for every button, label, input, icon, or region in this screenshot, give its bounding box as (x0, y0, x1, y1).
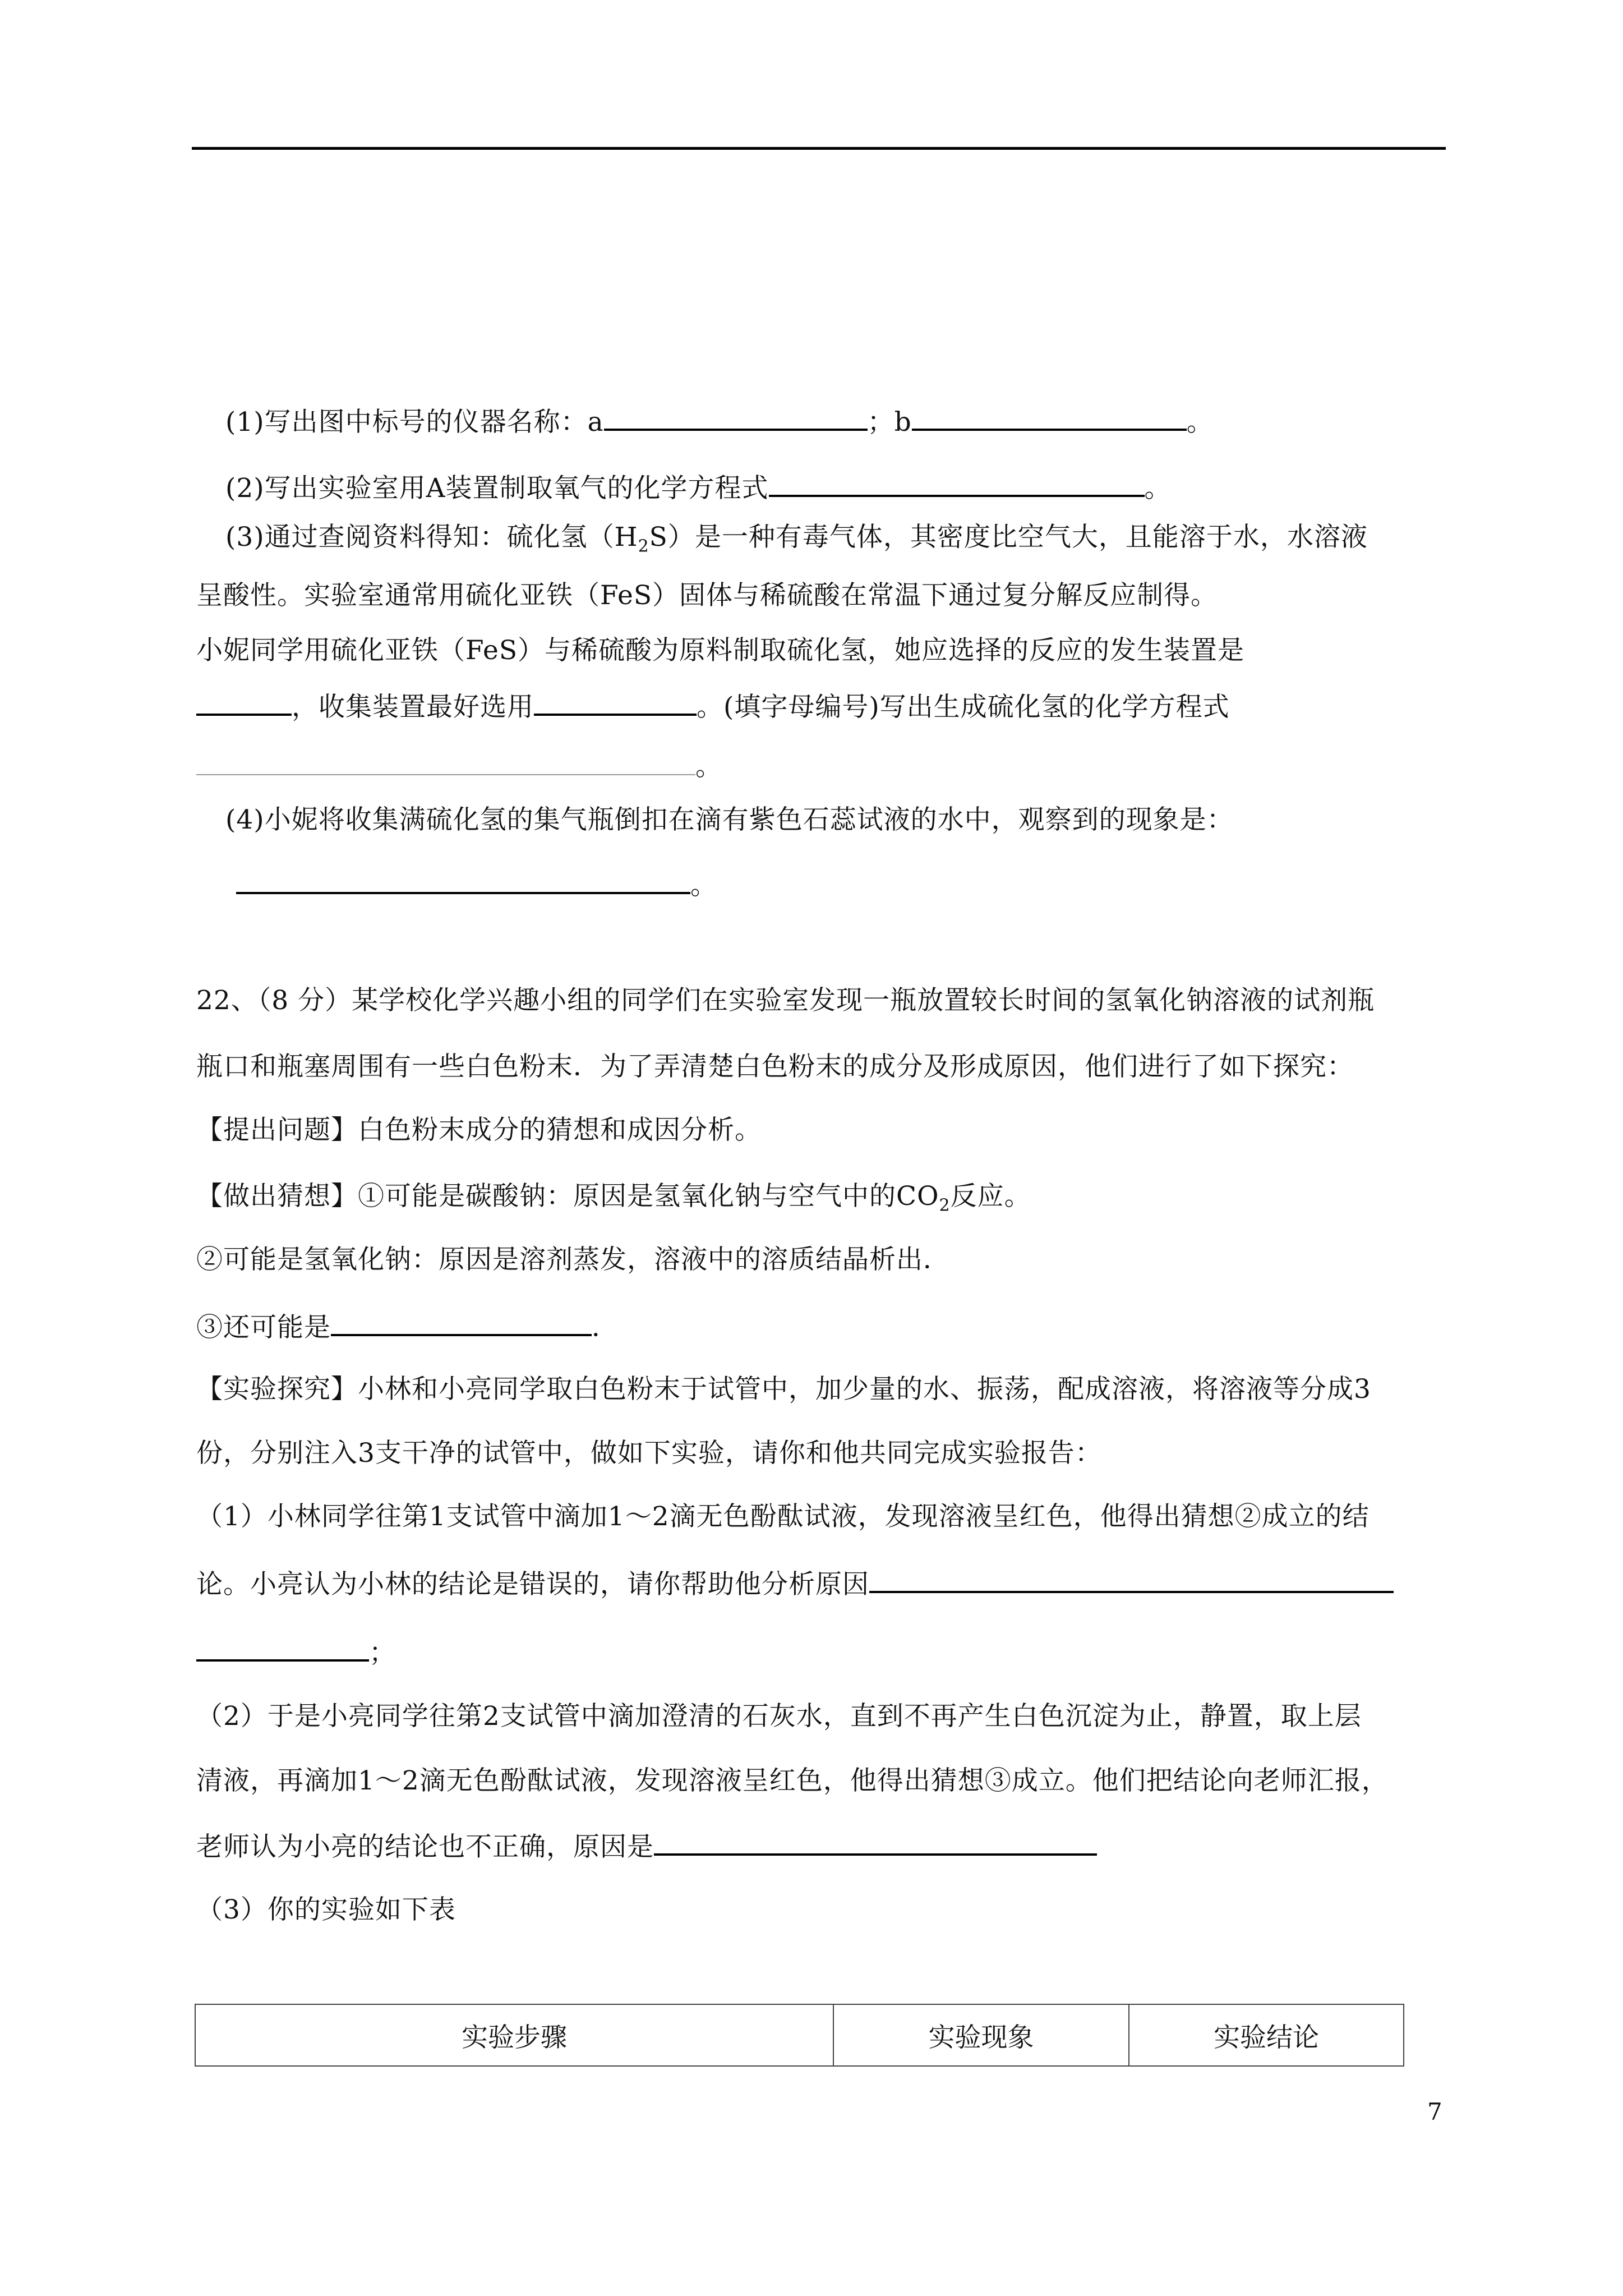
q22-guess1 (196, 1180, 1031, 1222)
text: ； (369, 1637, 396, 1668)
q22-intro2: 瓶口和瓶塞周围有一些白色粉末．为了弄清楚白色粉末的成分及形成原因，他们进行了如下探究： (196, 1051, 1354, 1082)
blank-guess3[interactable] (331, 1309, 592, 1336)
q22-step1-line1: （1）小林同学往第1支试管中滴加1～2滴无色酚酞试液，发现溶液呈红色，他得出猜想②成立的结 (196, 1501, 1370, 1532)
text: 反应。 (950, 1181, 1031, 1212)
subscript: 2 (939, 1195, 951, 1216)
experiment-table (195, 2004, 1404, 2067)
blank-oxygen-equation[interactable] (769, 470, 1145, 497)
blank-h2s-equation[interactable] (196, 749, 695, 775)
q22-question: 【提出问题】白色粉末成分的猜想和成因分析。 (196, 1115, 762, 1145)
text: S）是一种有毒气体，其密度比空气大，且能溶于水，水溶液 (649, 522, 1368, 553)
blank-reason1[interactable] (869, 1566, 1394, 1593)
text: 。 (1144, 473, 1172, 504)
text: ，收集装置最好选用 (292, 692, 534, 723)
text: 。(填字母编号)写出生成硫化氢的化学方程式 (697, 692, 1230, 723)
text: 。 (690, 870, 717, 901)
q22-step2-line2: 清液，再滴加1～2滴无色酚酞试液，发现溶液呈红色，他得出猜想③成立。他们把结论向老师汇报， (196, 1765, 1389, 1796)
header-steps: 实验步骤 (195, 2004, 833, 2066)
text: 老师认为小亮的结论也不正确，原因是 (196, 1832, 654, 1862)
table-header-row (195, 2004, 1404, 2066)
q21-part3-line5 (196, 749, 722, 784)
header-rule (192, 147, 1446, 150)
q21-part4-answer (236, 867, 717, 903)
blank-phenomenon[interactable] (236, 867, 690, 894)
text: 论。小亮认为小林的结论是错误的，请你帮助他分析原因 (196, 1569, 869, 1600)
header-phenomenon: 实验现象 (833, 2004, 1129, 2066)
q22-explore1: 【实验探究】小林和小亮同学取白色粉末于试管中，加少量的水、振荡，配成溶液，将溶液等分成3 (196, 1374, 1371, 1405)
q21-part3-line1 (225, 521, 1368, 563)
q21-part3-line3: 小妮同学用硫化亚铁（FeS）与稀硫酸为原料制取硫化氢，她应选择的反应的发生装置是 (196, 635, 1245, 666)
q22-step1-line3 (196, 1635, 396, 1670)
subscript: 2 (638, 536, 649, 556)
q22-guess2: ②可能是氢氧化钠：原因是溶剂蒸发，溶液中的溶质结晶析出． (196, 1244, 950, 1275)
blank-reason2[interactable] (654, 1829, 1097, 1856)
q22-explore2: 份，分别注入3支干净的试管中，做如下实验，请你和他共同完成实验报告： (196, 1438, 1102, 1469)
q22-step3: （3）你的实验如下表 (196, 1894, 456, 1925)
page-number: 7 (1427, 2098, 1442, 2125)
q22-step1-line2 (196, 1566, 1394, 1602)
text: 【做出猜想】①可能是碳酸钠：原因是氢氧化钠与空气中的CO (196, 1181, 939, 1212)
blank-generator[interactable] (196, 689, 292, 716)
blank-b[interactable] (912, 404, 1187, 431)
text: (2)写出实验室用A装置制取氧气的化学方程式 (225, 473, 769, 504)
text: (3)通过查阅资料得知：硫化氢（H (225, 522, 638, 553)
blank-collector[interactable] (534, 689, 697, 716)
q21-part3-line2: 呈酸性。实验室通常用硫化亚铁（FeS）固体与稀硫酸在常温下通过复分解反应制得。 (196, 580, 1218, 611)
text: (1)写出图中标号的仪器名称：a (225, 407, 604, 438)
text: 。 (695, 751, 722, 782)
q21-part3-line4 (196, 689, 1230, 724)
q21-part2 (225, 470, 1172, 505)
text: 。 (1186, 407, 1214, 438)
blank-reason1-cont[interactable] (196, 1635, 369, 1662)
text: ． (592, 1312, 619, 1343)
q22-step2-line3 (196, 1829, 1097, 1864)
text: ③还可能是 (196, 1312, 331, 1343)
blank-a[interactable] (604, 404, 868, 431)
text: ；b (867, 407, 912, 438)
header-conclusion: 实验结论 (1129, 2004, 1404, 2066)
q21-part4: (4)小妮将收集满硫化氢的集气瓶倒扣在滴有紫色石蕊试液的水中，观察到的现象是： (225, 804, 1234, 835)
q22-guess3 (196, 1309, 619, 1345)
q22-step2-line1: （2）于是小亮同学往第2支试管中滴加澄清的石灰水，直到不再产生白色沉淀为止，静置，取上层 (196, 1701, 1362, 1732)
q22-intro1: 22、（8 分）某学校化学兴趣小组的同学们在实验室发现一瓶放置较长时间的氢氧化钠溶液的试剂瓶 (196, 985, 1375, 1016)
q21-part1 (225, 404, 1214, 439)
